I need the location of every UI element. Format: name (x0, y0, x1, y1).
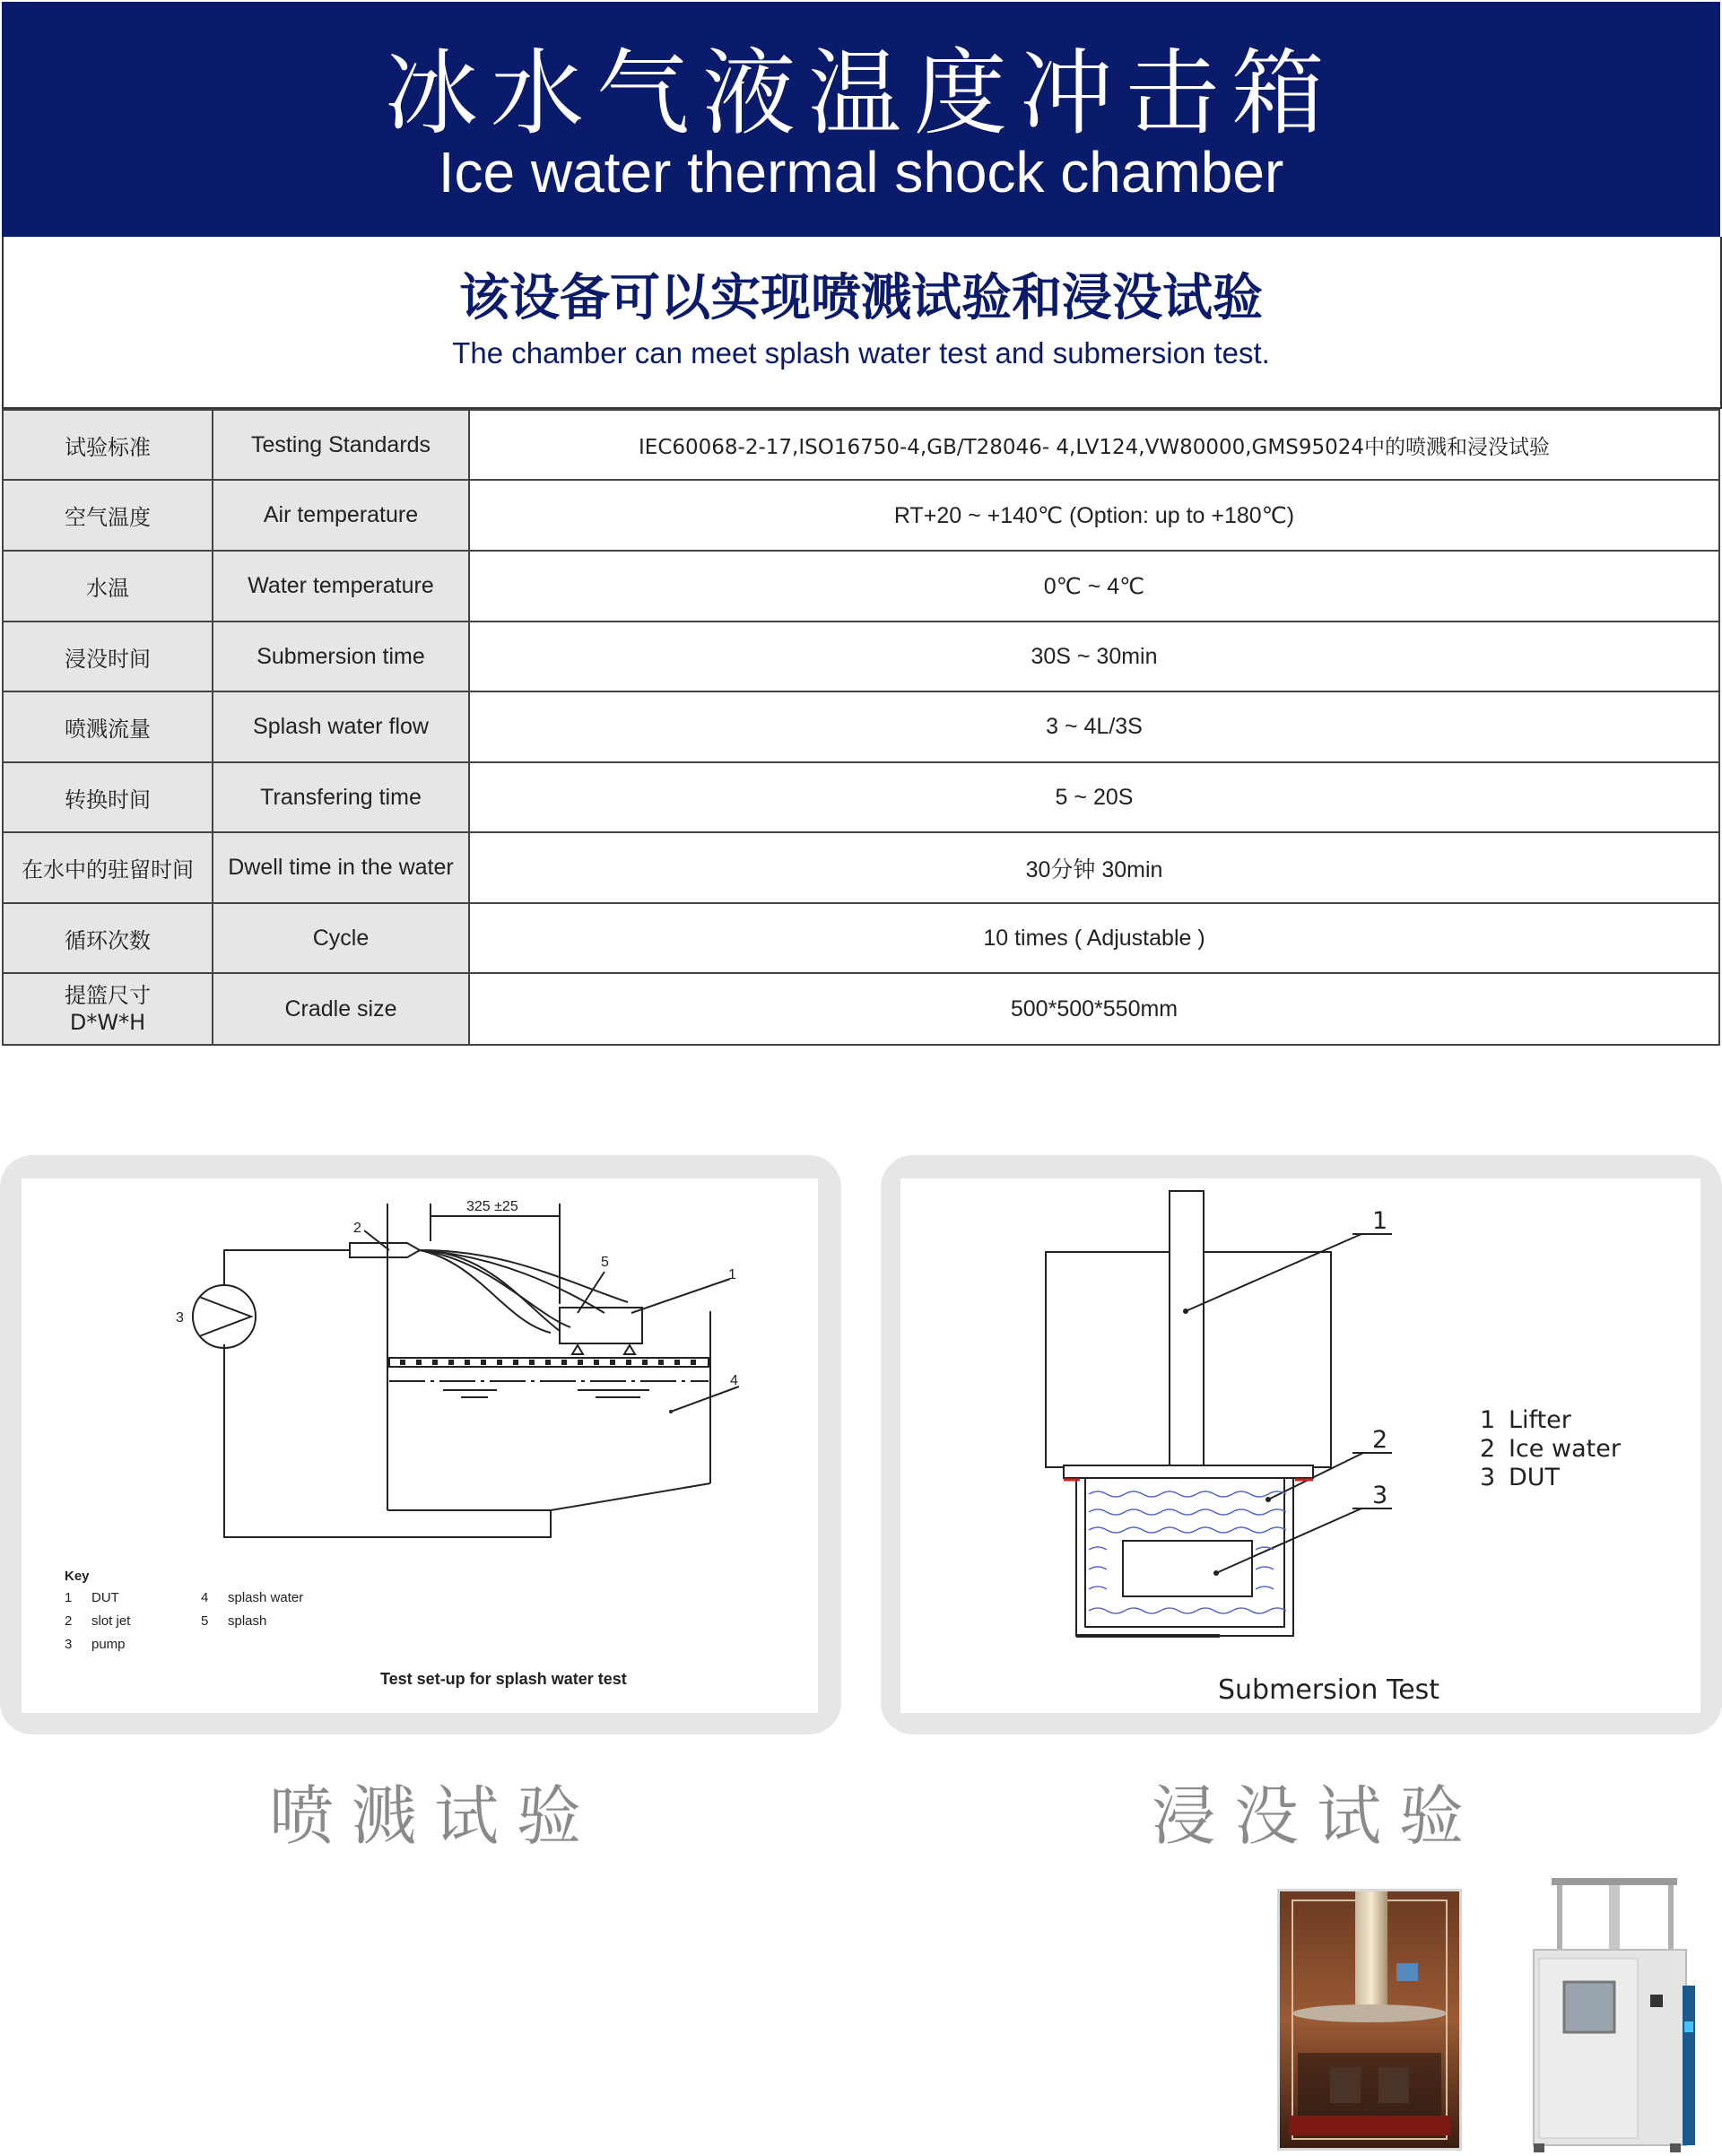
spec-label-en: Splash water flow (213, 691, 469, 762)
spec-label-cn: 水温 (3, 551, 213, 622)
spec-value: 5 ~ 20S (469, 762, 1719, 832)
table-row (3, 762, 1719, 832)
splash-diagram (22, 1178, 818, 1713)
spec-label-cn: 转换时间 (3, 762, 213, 832)
table-row (3, 691, 1719, 762)
spec-table (2, 409, 1720, 1046)
chamber-machine-photo (1516, 1878, 1695, 2152)
spec-label-cn-line2: D*W*H (69, 1010, 146, 1035)
key-num: 5 (201, 1613, 209, 1629)
submersion-diagram (900, 1178, 1700, 1713)
key-num: 3 (65, 1637, 73, 1652)
subtitle-en: The chamber can meet splash water test and submersion test. (452, 336, 1270, 369)
legend-num: 3 (1480, 1464, 1496, 1491)
spec-label-en: Water temperature (213, 551, 469, 622)
key-text: slot jet (91, 1613, 131, 1629)
callout-2: 2 (1372, 1426, 1388, 1454)
spec-label-cn: 喷溅流量 (3, 691, 213, 762)
spec-value: 3 ~ 4L/3S (469, 691, 1719, 762)
legend-num: 1 (1480, 1406, 1496, 1434)
spec-label-en: Cradle size (213, 973, 469, 1045)
page-title-cn: 冰水气液温度冲击箱 (384, 39, 1337, 148)
figure-title: Submersion Test (1218, 1674, 1440, 1706)
legend-num: 2 (1480, 1435, 1496, 1463)
callout-3: 3 (176, 1310, 184, 1326)
table-row (3, 551, 1719, 622)
spec-value: IEC60068-2-17,ISO16750-4,GB/T28046- 4,LV124,VW80000,GMS95024中的喷溅和浸没试验 (469, 410, 1719, 480)
table-row (3, 973, 1719, 1045)
legend-text: Lifter (1509, 1406, 1571, 1434)
key-num: 4 (201, 1590, 209, 1605)
callout-2: 2 (353, 1221, 361, 1236)
key-text: DUT (91, 1590, 119, 1605)
callout-1: 1 (728, 1267, 736, 1282)
spec-label-cn: 空气温度 (3, 480, 213, 551)
spec-label-cn (3, 973, 213, 1045)
table-row (3, 480, 1719, 551)
table-row (3, 832, 1719, 903)
spec-label-cn-line1: 提篮尺寸 (65, 983, 151, 1008)
splash-test-caption: 喷溅试验 (269, 1778, 600, 1854)
figure-title: Test set-up for splash water test (380, 1670, 627, 1688)
spec-value: 0℃ ~ 4℃ (469, 551, 1719, 622)
dimension-label: 325 ±25 (466, 1199, 518, 1214)
spec-label-cn: 浸没时间 (3, 622, 213, 691)
key-text: splash water (228, 1590, 304, 1605)
key-num: 2 (65, 1613, 73, 1629)
spec-value: 30S ~ 30min (469, 622, 1719, 691)
callout-1: 1 (1372, 1207, 1388, 1235)
callout-5: 5 (601, 1255, 609, 1270)
spec-label-en: Transfering time (213, 762, 469, 832)
spec-label-en: Air temperature (213, 480, 469, 551)
spec-value: RT+20 ~ +140℃ (Option: up to +180℃) (469, 480, 1719, 551)
spec-label-cn: 试验标准 (3, 410, 213, 480)
page-title-en: Ice water thermal shock chamber (438, 140, 1284, 204)
key-text: splash (228, 1613, 267, 1629)
submersion-figure (900, 1178, 1700, 1713)
callout-4: 4 (730, 1373, 738, 1388)
spec-label-en: Cycle (213, 903, 469, 973)
table-row (3, 903, 1719, 973)
spec-value: 30分钟 30min (469, 832, 1719, 903)
splash-figure (22, 1178, 818, 1713)
legend-text: DUT (1509, 1464, 1561, 1491)
subtitle-cn: 该设备可以实现喷溅试验和浸没试验 (459, 269, 1263, 327)
spec-label-en: Dwell time in the water (213, 832, 469, 903)
table-row (3, 622, 1719, 691)
spec-label-en: Testing Standards (213, 410, 469, 480)
callout-3: 3 (1372, 1482, 1388, 1509)
key-title: Key (65, 1569, 90, 1584)
legend-text: Ice water (1509, 1435, 1621, 1463)
spec-value: 500*500*550mm (469, 973, 1719, 1045)
table-row (3, 410, 1719, 480)
spec-label-cn: 在水中的驻留时间 (3, 832, 213, 903)
spec-label-en: Submersion time (213, 622, 469, 691)
spec-label-cn: 循环次数 (3, 903, 213, 973)
key-text: pump (91, 1637, 126, 1652)
chamber-interior-photo (1277, 1889, 1462, 2151)
key-num: 1 (65, 1590, 73, 1605)
submersion-test-caption: 浸没试验 (1152, 1778, 1483, 1854)
spec-value: 10 times ( Adjustable ) (469, 903, 1719, 973)
